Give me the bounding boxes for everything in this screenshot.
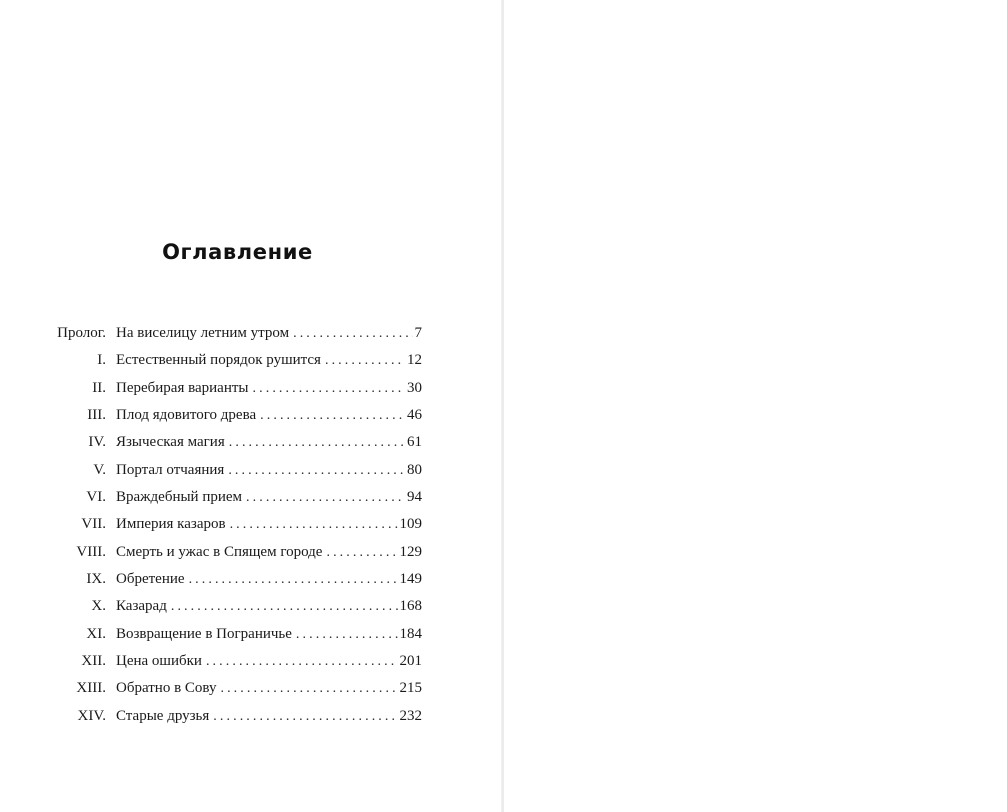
page-number: 61 — [407, 434, 422, 451]
page-number: 184 — [399, 625, 422, 642]
dot-leader — [216, 675, 397, 702]
page-number: 149 — [399, 571, 422, 588]
page-title: Оглавление — [162, 240, 313, 264]
chapter-title: Смерть и ужас в Спящем городе — [116, 543, 323, 560]
chapter-number: XI. — [86, 625, 106, 642]
dot-leader — [249, 375, 405, 402]
chapter-title: Враждебный прием — [116, 489, 243, 506]
chapter-title: Портал отчаяния — [116, 461, 225, 478]
page-number: 109 — [399, 516, 422, 533]
page-number: 215 — [399, 680, 422, 697]
chapter-number: III. — [87, 407, 106, 424]
left-page — [0, 0, 503, 812]
toc-entry[interactable] — [48, 375, 422, 402]
page-number: 7 — [414, 325, 422, 341]
dot-leader — [322, 539, 397, 566]
chapter-number: XIII. — [76, 680, 106, 697]
dot-leader — [289, 320, 412, 347]
toc-entry[interactable] — [48, 457, 422, 484]
chapter-title: Плод ядовитого древа — [116, 407, 257, 424]
page-number: 232 — [399, 707, 422, 724]
chapter-title: Цена ошибки — [116, 653, 202, 670]
dot-leader — [185, 566, 398, 593]
dot-leader — [242, 484, 405, 511]
chapter-title: Казарад — [116, 598, 167, 615]
chapter-number: X. — [91, 598, 106, 615]
page-number: 94 — [407, 489, 422, 506]
dot-leader — [225, 429, 405, 456]
chapter-number: IV. — [88, 434, 106, 451]
toc-entry[interactable] — [48, 675, 422, 702]
chapter-title: Перебирая варианты — [116, 379, 249, 396]
right-page — [504, 0, 1007, 812]
toc-entry[interactable] — [48, 402, 422, 429]
dot-leader — [321, 347, 405, 374]
chapter-title: Возвращение в Пограничье — [116, 625, 292, 642]
chapter-title: Обретение — [116, 571, 185, 588]
toc-entry[interactable] — [48, 511, 422, 538]
toc-entry[interactable] — [48, 320, 422, 347]
chapter-number: Пролог. — [57, 325, 106, 341]
chapter-title: Естественный порядок рушится — [116, 352, 321, 369]
chapter-number: XII. — [81, 653, 106, 670]
page-number: 129 — [399, 543, 422, 560]
toc-entry[interactable] — [48, 593, 422, 620]
dot-leader — [209, 703, 397, 730]
chapter-title: Обратно в Сову — [116, 680, 217, 697]
chapter-title: Империя казаров — [116, 516, 226, 533]
chapter-number: VII. — [81, 516, 106, 533]
dot-leader — [224, 457, 405, 484]
chapter-number: V. — [93, 461, 106, 478]
page-number: 46 — [407, 407, 422, 424]
chapter-title: Языческая магия — [116, 434, 225, 451]
chapter-number: XIV. — [77, 707, 106, 724]
dot-leader — [202, 648, 398, 675]
chapter-number: I. — [97, 352, 106, 369]
page-number: 80 — [407, 461, 422, 478]
toc-entry[interactable] — [48, 621, 422, 648]
toc-entry[interactable] — [48, 484, 422, 511]
chapter-number: IX. — [86, 571, 106, 588]
dot-leader — [226, 511, 398, 538]
page-number: 12 — [407, 352, 422, 369]
chapter-number: VI. — [86, 489, 106, 506]
toc-entry[interactable] — [48, 429, 422, 456]
toc-entry[interactable] — [48, 539, 422, 566]
chapter-title: На виселицу летним утром — [116, 325, 290, 341]
dot-leader — [292, 621, 398, 648]
toc-list-left — [48, 320, 422, 730]
toc-entry[interactable] — [48, 703, 422, 730]
toc-entry[interactable] — [48, 566, 422, 593]
page-number: 201 — [399, 653, 422, 670]
dot-leader — [167, 593, 398, 620]
toc-entry[interactable] — [48, 648, 422, 675]
toc-entry[interactable] — [48, 347, 422, 374]
chapter-number: VIII. — [76, 543, 106, 560]
chapter-title: Старые друзья — [116, 707, 210, 724]
dot-leader — [256, 402, 405, 429]
page-number: 168 — [399, 598, 422, 615]
page-number: 30 — [407, 379, 422, 396]
chapter-number: II. — [92, 379, 106, 396]
